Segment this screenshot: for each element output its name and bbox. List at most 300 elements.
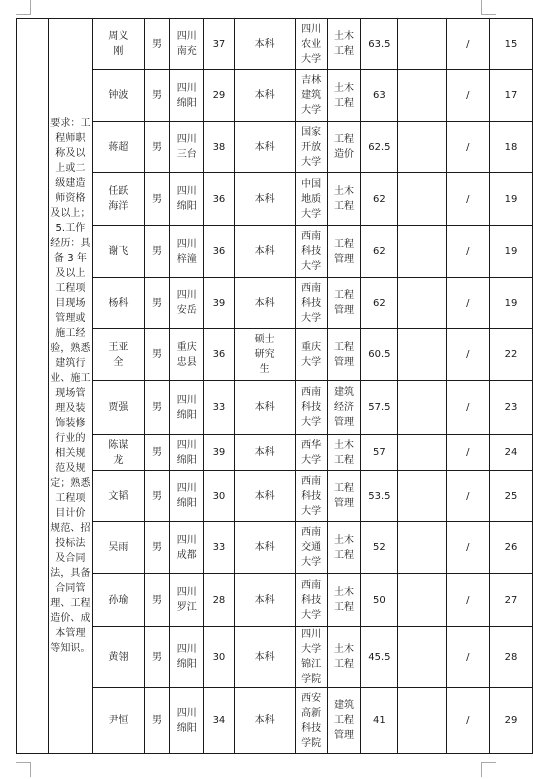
cell-education (234, 688, 295, 754)
cell-age (204, 122, 235, 173)
cell-education-text: 本科 (254, 246, 275, 257)
cell-name-text: 钟波 (108, 90, 129, 101)
cell-school-text: 国家 开放 大学 (301, 126, 322, 168)
cell-education (234, 471, 295, 522)
cell-school (295, 688, 327, 754)
cell-education (234, 522, 295, 574)
cell-rank-text: 25 (504, 490, 518, 502)
cell-name (93, 19, 144, 70)
cell-gender (144, 574, 170, 627)
cell-education-text: 本科 (254, 90, 275, 101)
cell-score-text: 62 (373, 193, 386, 205)
table-row (17, 435, 533, 471)
cell-gender-text: 男 (151, 90, 162, 101)
cell-score (361, 329, 398, 381)
cell-score (361, 435, 398, 471)
cell-name-text: 文韬 (108, 490, 129, 502)
cell-school-text: 四川 大学 锦江 学院 (301, 629, 322, 685)
cell-score-text: 60.5 (368, 349, 391, 360)
cell-school-text: 西南 科技 大学 (301, 387, 322, 428)
cell-gender (144, 522, 170, 574)
candidate-table-body (17, 19, 533, 754)
cell-school (295, 471, 327, 522)
cell-school-text: 西南 科技 大学 (301, 231, 322, 272)
cell-origin (170, 278, 204, 329)
cell-name (93, 381, 144, 435)
cell-name (93, 435, 144, 471)
cell-major (327, 522, 361, 574)
cell-rank (490, 173, 533, 226)
cell-origin (170, 381, 204, 435)
cell-major (327, 122, 361, 173)
cell-name-text: 孙瑜 (108, 594, 129, 606)
table-row (17, 19, 533, 70)
cell-score (361, 173, 398, 226)
cell-name (93, 70, 144, 122)
cell-gender (144, 435, 170, 471)
cell-age-text: 39 (212, 447, 226, 458)
cell-score (361, 226, 398, 278)
cell-slash (446, 70, 489, 122)
cell-score-text: 62 (373, 297, 386, 309)
cell-origin-text: 四川 绵阳 (176, 186, 197, 212)
cell-rank-text: 15 (504, 38, 518, 50)
cell-school (295, 329, 327, 381)
cell-rank (490, 627, 533, 688)
cell-education (234, 122, 295, 173)
cell-score-text: 41 (373, 715, 386, 726)
cell-name (93, 173, 144, 226)
cell-extra (398, 19, 446, 70)
cell-gender (144, 688, 170, 754)
cell-origin (170, 522, 204, 574)
cell-slash-text: / (466, 141, 470, 153)
cell-rank-text: 29 (504, 715, 518, 726)
cell-origin (170, 173, 204, 226)
cell-gender-text: 男 (151, 651, 162, 663)
cell-gender-text: 男 (151, 490, 162, 502)
cell-age (204, 627, 235, 688)
table-row (17, 522, 533, 574)
cell-gender (144, 278, 170, 329)
cell-slash-text: / (466, 651, 470, 663)
cell-school-text: 四川 农业 大学 (301, 23, 322, 65)
cell-major (327, 574, 361, 627)
cell-rank (490, 226, 533, 278)
cell-major (327, 381, 361, 435)
cell-score-text: 63 (373, 90, 386, 101)
cell-origin (170, 627, 204, 688)
cell-gender (144, 70, 170, 122)
cell-score-text: 63.5 (368, 38, 391, 50)
cell-school-text: 西南 科技 大学 (301, 282, 322, 324)
cell-gender-text: 男 (151, 38, 162, 50)
cell-age-text: 39 (212, 297, 226, 309)
cell-name-text: 陈谋 龙 (108, 439, 129, 466)
cell-origin (170, 574, 204, 627)
cell-score (361, 19, 398, 70)
page-corner-mark-bottom-right (481, 762, 496, 777)
cell-age-text: 36 (212, 349, 226, 360)
cell-score (361, 471, 398, 522)
cell-origin-text: 四川 绵阳 (176, 439, 197, 466)
cell-school-text: 吉林 建筑 大学 (301, 75, 322, 116)
cell-rank (490, 122, 533, 173)
cell-school (295, 226, 327, 278)
cell-rank (490, 522, 533, 574)
cell-school (295, 381, 327, 435)
cell-name (93, 278, 144, 329)
cell-rank-text: 19 (504, 193, 518, 205)
cell-school (295, 122, 327, 173)
cell-origin-text: 四川 绵阳 (176, 82, 197, 109)
cell-origin-text: 四川 绵阳 (176, 644, 197, 670)
cell-slash (446, 435, 489, 471)
cell-major-text: 土木 工程 (333, 439, 354, 466)
cell-extra (398, 70, 446, 122)
cell-education (234, 329, 295, 381)
cell-rank-text: 19 (504, 297, 518, 309)
cell-extra (398, 381, 446, 435)
cell-origin-text: 四川 梓潼 (176, 238, 197, 265)
cell-origin-text: 四川 南充 (176, 31, 197, 57)
cell-age-text: 34 (212, 715, 226, 726)
cell-education-text: 本科 (254, 651, 275, 663)
cell-slash-text: / (466, 542, 470, 553)
cell-gender-text: 男 (151, 715, 162, 726)
cell-rank (490, 278, 533, 329)
cell-education (234, 381, 295, 435)
table-row (17, 70, 533, 122)
cell-rank-text: 19 (504, 246, 518, 257)
cell-rank-text: 24 (504, 447, 518, 458)
cell-school-text: 中国 地质 大学 (301, 178, 322, 220)
cell-extra (398, 122, 446, 173)
cell-name (93, 122, 144, 173)
cell-name-text: 王亚 全 (108, 341, 129, 368)
cell-gender-text: 男 (151, 349, 162, 360)
cell-age (204, 381, 235, 435)
cell-extra (398, 688, 446, 754)
cell-major (327, 278, 361, 329)
cell-education-text: 本科 (254, 297, 275, 309)
cell-age (204, 435, 235, 471)
cell-major-text: 工程 管理 (333, 341, 354, 368)
cell-rank (490, 329, 533, 381)
cell-name-text: 谢飞 (108, 246, 129, 257)
cell-major (327, 70, 361, 122)
cell-score (361, 574, 398, 627)
cell-origin-text: 四川 安岳 (176, 290, 197, 316)
cell-score (361, 381, 398, 435)
requirement-text-cell (48, 19, 93, 754)
cell-origin (170, 122, 204, 173)
cell-name (93, 627, 144, 688)
cell-origin-text: 四川 绵阳 (176, 483, 197, 509)
cell-slash-text: / (466, 90, 470, 101)
cell-school (295, 173, 327, 226)
cell-major-text: 工程 造价 (333, 134, 354, 160)
cell-score-text: 50 (373, 594, 386, 606)
cell-slash (446, 278, 489, 329)
cell-age (204, 70, 235, 122)
table-row (17, 381, 533, 435)
cell-slash-text: / (466, 38, 470, 50)
cell-origin-text: 四川 成都 (176, 534, 197, 561)
cell-major-text: 土木 工程 (333, 644, 354, 670)
cell-school (295, 278, 327, 329)
cell-slash-text: / (466, 490, 470, 502)
cell-slash-text: / (466, 715, 470, 726)
cell-major (327, 627, 361, 688)
page-corner-mark-top-left (16, 0, 31, 15)
cell-origin-text: 四川 罗江 (176, 587, 197, 613)
cell-rank-text: 28 (504, 651, 518, 663)
cell-name (93, 329, 144, 381)
cell-extra (398, 435, 446, 471)
cell-education-text: 本科 (254, 447, 275, 458)
cell-age-text: 33 (212, 402, 226, 413)
cell-slash-text: / (466, 246, 470, 257)
cell-gender-text: 男 (151, 297, 162, 309)
cell-origin-text: 四川 绵阳 (176, 707, 197, 734)
cell-rank (490, 19, 533, 70)
requirement-text: 要求：工 程师职 称及以 上或二 级建造 师资格 及以上； 5.工作 经历：具 备 3 年 及以上 工程项 目现场 管理或 施工经 验，熟悉 建筑行 业、施工 现场管 理及装 饰装修 行业的 相关规 范及规 定；熟悉 工程项 目计价 规范、招 投标法 及合同 法，具备 合同管 理、工程 造价、成 本管理 等知识。 (50, 118, 91, 654)
cell-extra (398, 226, 446, 278)
cell-gender-text: 男 (151, 141, 162, 153)
table-row (17, 329, 533, 381)
cell-gender (144, 329, 170, 381)
cell-school (295, 522, 327, 574)
cell-major (327, 471, 361, 522)
cell-name-text: 周义 刚 (108, 31, 129, 57)
cell-major-text: 工程 管理 (333, 483, 354, 509)
cell-school (295, 70, 327, 122)
table-row (17, 688, 533, 754)
cell-slash (446, 122, 489, 173)
cell-education (234, 278, 295, 329)
cell-origin (170, 435, 204, 471)
cell-age (204, 278, 235, 329)
cell-school (295, 435, 327, 471)
cell-score-text: 57.5 (368, 402, 391, 413)
cell-education-text: 本科 (254, 402, 275, 413)
cell-rank (490, 70, 533, 122)
cell-rank-text: 17 (504, 90, 518, 101)
cell-education-text: 本科 (254, 715, 275, 726)
cell-extra (398, 522, 446, 574)
cell-slash (446, 471, 489, 522)
cell-major-text: 土木 工程 (333, 186, 354, 212)
cell-extra (398, 173, 446, 226)
cell-age-text: 38 (212, 141, 226, 153)
cell-score (361, 522, 398, 574)
cell-score (361, 627, 398, 688)
cell-school-text: 西南 科技 大学 (301, 579, 322, 621)
cell-gender-text: 男 (151, 246, 162, 257)
cell-gender (144, 173, 170, 226)
cell-major (327, 173, 361, 226)
cell-age-text: 36 (212, 246, 226, 257)
cell-major (327, 329, 361, 381)
cell-education-text: 本科 (254, 141, 275, 153)
cell-rank-text: 23 (504, 402, 518, 413)
page-corner-mark-bottom-left (16, 762, 31, 777)
cell-slash (446, 173, 489, 226)
cell-major-text: 土木 工程 (333, 587, 354, 613)
cell-school-text: 西安 高新 科技 学院 (301, 692, 322, 749)
cell-extra (398, 574, 446, 627)
cell-age (204, 173, 235, 226)
cell-age (204, 688, 235, 754)
cell-age (204, 574, 235, 627)
cell-rank (490, 381, 533, 435)
cell-extra (398, 329, 446, 381)
cell-score-text: 62.5 (368, 141, 391, 153)
cell-extra (398, 278, 446, 329)
cell-education (234, 19, 295, 70)
cell-score (361, 278, 398, 329)
cell-age-text: 37 (212, 38, 226, 50)
cell-slash (446, 522, 489, 574)
cell-extra (398, 471, 446, 522)
cell-origin-text: 四川 绵阳 (176, 394, 197, 421)
cell-score (361, 70, 398, 122)
table-row (17, 574, 533, 627)
cell-age (204, 19, 235, 70)
cell-major-text: 工程 管理 (333, 238, 354, 265)
cell-origin (170, 226, 204, 278)
cell-origin (170, 688, 204, 754)
cell-age (204, 329, 235, 381)
cell-gender-text: 男 (151, 447, 162, 458)
table-row (17, 122, 533, 173)
cell-major-text: 土木 工程 (333, 31, 354, 57)
cell-name-text: 吴雨 (108, 542, 129, 553)
cell-score (361, 122, 398, 173)
cell-name (93, 688, 144, 754)
cell-name (93, 574, 144, 627)
cell-extra (398, 627, 446, 688)
cell-gender (144, 471, 170, 522)
cell-gender (144, 19, 170, 70)
cell-rank-text: 18 (504, 141, 518, 153)
cell-rank (490, 471, 533, 522)
cell-school-text: 重庆 大学 (301, 341, 322, 368)
cell-major-text: 土木 工程 (333, 82, 354, 109)
cell-age (204, 226, 235, 278)
table-row (17, 278, 533, 329)
cell-gender-text: 男 (151, 193, 162, 205)
cell-major (327, 688, 361, 754)
cell-name-text: 蒋超 (108, 141, 129, 153)
empty-left-column (17, 19, 49, 754)
cell-education (234, 70, 295, 122)
cell-age (204, 471, 235, 522)
cell-score-text: 53.5 (368, 490, 391, 502)
candidate-table (16, 18, 533, 754)
cell-school (295, 627, 327, 688)
cell-education-text: 硕士 研究 生 (254, 334, 275, 375)
cell-name (93, 226, 144, 278)
cell-name-text: 尹恒 (108, 715, 129, 726)
cell-education-text: 本科 (254, 594, 275, 606)
cell-school (295, 19, 327, 70)
cell-education-text: 本科 (254, 490, 275, 502)
cell-education (234, 226, 295, 278)
cell-school (295, 574, 327, 627)
cell-major (327, 226, 361, 278)
cell-name (93, 471, 144, 522)
cell-major (327, 435, 361, 471)
cell-score-text: 62 (373, 246, 386, 257)
cell-origin-text: 四川 三台 (176, 134, 197, 160)
cell-education-text: 本科 (254, 38, 275, 50)
cell-rank (490, 435, 533, 471)
cell-gender (144, 627, 170, 688)
cell-gender (144, 226, 170, 278)
table-row (17, 471, 533, 522)
cell-gender (144, 122, 170, 173)
cell-slash (446, 226, 489, 278)
cell-slash (446, 381, 489, 435)
cell-slash (446, 627, 489, 688)
cell-slash-text: / (466, 297, 470, 309)
cell-origin (170, 70, 204, 122)
cell-origin (170, 471, 204, 522)
cell-score-text: 52 (373, 542, 386, 553)
cell-origin (170, 329, 204, 381)
cell-slash (446, 19, 489, 70)
cell-score-text: 45.5 (368, 651, 391, 663)
table-row (17, 226, 533, 278)
cell-education (234, 173, 295, 226)
cell-origin (170, 19, 204, 70)
cell-score-text: 57 (373, 447, 386, 458)
cell-name-text: 贾强 (108, 402, 129, 413)
cell-education (234, 627, 295, 688)
cell-school-text: 西南 交通 大学 (301, 527, 322, 568)
cell-name-text: 黄翎 (108, 651, 129, 663)
cell-slash-text: / (466, 447, 470, 458)
table-row (17, 173, 533, 226)
cell-gender-text: 男 (151, 402, 162, 413)
cell-major-text: 建筑 经济 管理 (333, 387, 354, 428)
cell-slash (446, 688, 489, 754)
cell-rank (490, 574, 533, 627)
cell-age-text: 36 (212, 193, 226, 205)
cell-rank-text: 26 (504, 542, 518, 553)
page-corner-mark-top-right (481, 0, 496, 15)
table-row (17, 627, 533, 688)
cell-score (361, 688, 398, 754)
cell-age-text: 33 (212, 542, 226, 553)
cell-slash (446, 329, 489, 381)
cell-slash-text: / (466, 594, 470, 606)
cell-origin-text: 重庆 忠县 (176, 341, 197, 368)
cell-rank-text: 22 (504, 349, 518, 360)
cell-education (234, 574, 295, 627)
cell-education-text: 本科 (254, 193, 275, 205)
cell-major-text: 建筑 工程 管理 (333, 700, 354, 741)
cell-slash-text: / (466, 349, 470, 360)
cell-major (327, 19, 361, 70)
cell-age-text: 30 (212, 490, 226, 502)
cell-age-text: 28 (212, 594, 226, 606)
cell-name-text: 任跃 海洋 (108, 186, 129, 212)
cell-age-text: 30 (212, 651, 226, 663)
cell-education (234, 435, 295, 471)
